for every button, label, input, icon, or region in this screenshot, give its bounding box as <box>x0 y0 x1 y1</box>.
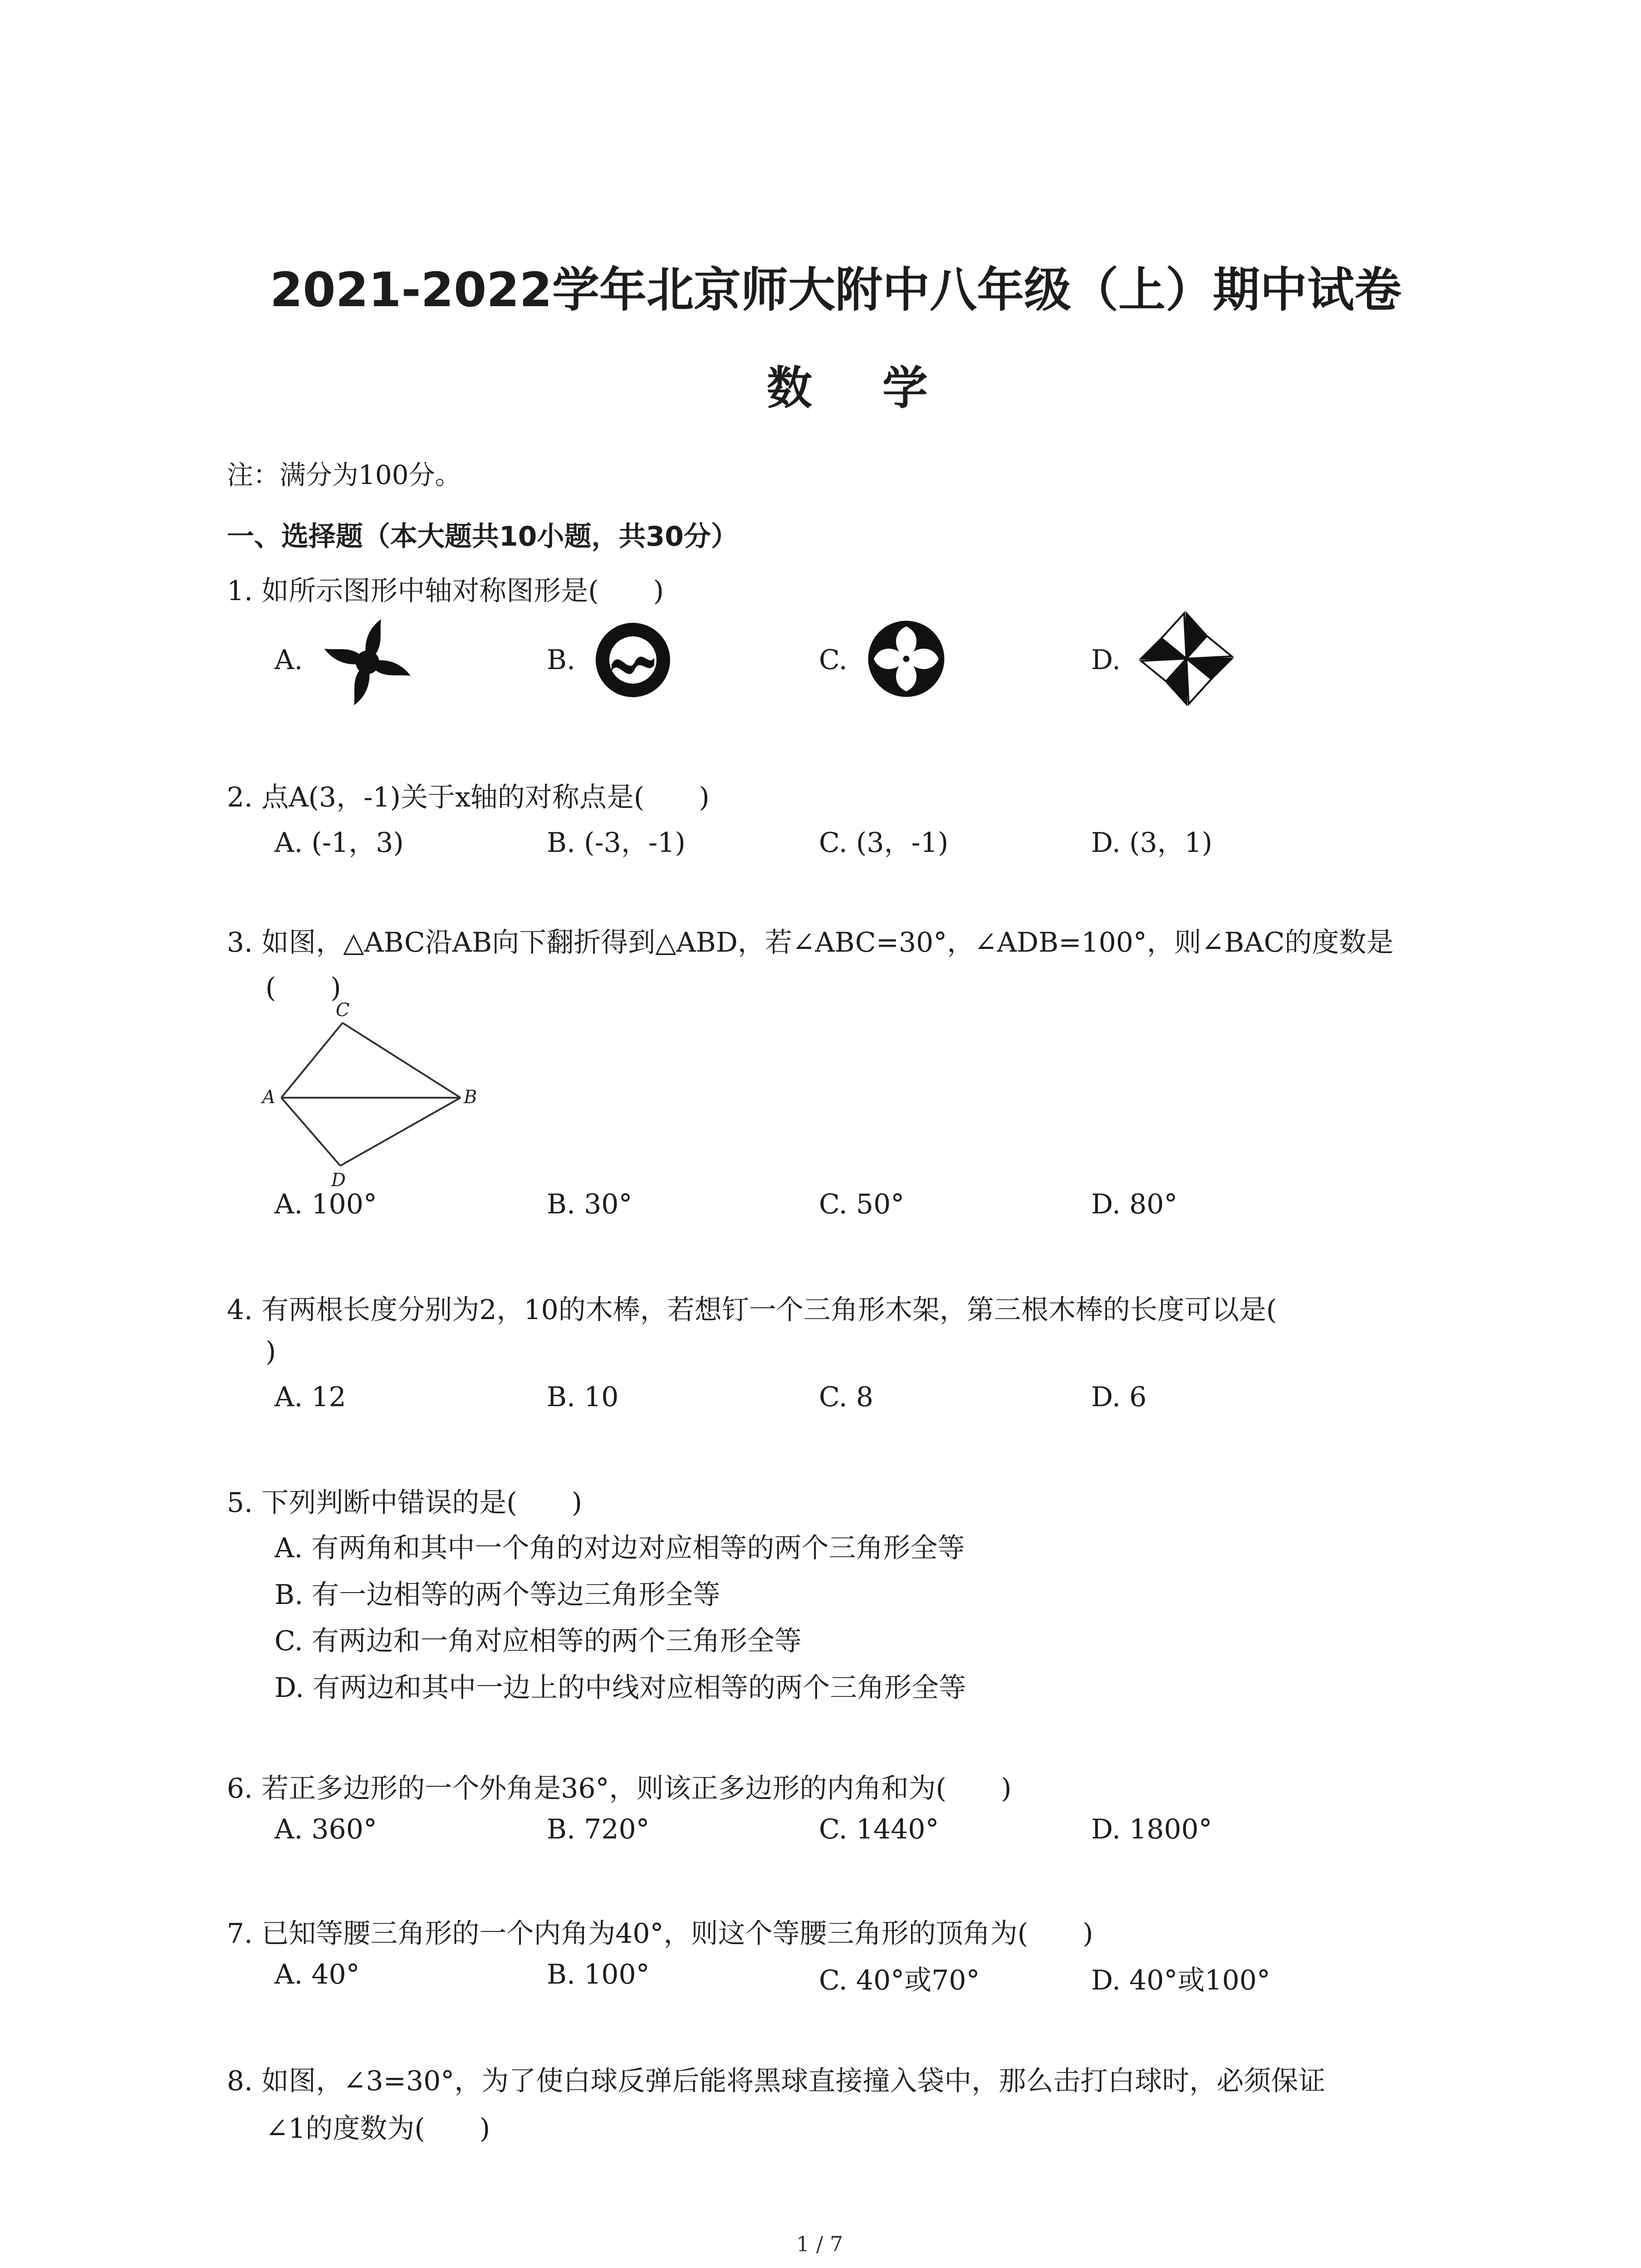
option-d: D. <box>1091 644 1121 676</box>
question-stem-continued: ) <box>265 1336 276 1368</box>
option-a: A. 12 <box>274 1381 346 1413</box>
option-a: A. <box>274 644 303 676</box>
vertex-label-b: B <box>464 1087 477 1108</box>
four-petal-circle-icon <box>867 619 946 699</box>
option-c: C. <box>819 644 847 676</box>
vertex-label-d: D <box>331 1170 346 1191</box>
option-d: D. 6 <box>1091 1381 1147 1413</box>
option-d: D. 40°或100° <box>1091 1965 1270 1996</box>
question-stem: 5. 下列判断中错误的是( ) <box>227 1487 583 1519</box>
option-b: B. 30° <box>547 1188 632 1220</box>
option-c: C. (3，-1) <box>819 827 949 859</box>
option-c: C. 40°或70° <box>819 1965 980 1996</box>
vertex-label-a: A <box>262 1087 275 1108</box>
option-b: B. 10 <box>547 1381 619 1413</box>
subject-title: 数 学 <box>767 362 955 415</box>
page-title: 2021-2022学年北京师大附中八年级（上）期中试卷 <box>270 262 1402 318</box>
question-stem-continued: ( ) <box>265 972 341 1004</box>
option-c: C. 1440° <box>819 1813 939 1845</box>
option-a: A. (-1，3) <box>274 827 404 859</box>
question-stem: 8. 如图，∠3=30°，为了使白球反弹后能将黑球直接撞入袋中，那么击打白球时，必须保证 <box>227 2065 1326 2097</box>
question-stem: 2. 点A(3，-1)关于x轴的对称点是( ) <box>227 782 710 813</box>
yin-yang-ring-icon <box>594 621 671 699</box>
vertex-label-c: C <box>336 1000 350 1021</box>
pinwheel-four-blade-icon <box>324 617 411 708</box>
option-a: A. 40° <box>274 1959 360 1990</box>
score-note: 注：满分为100分。 <box>227 459 461 490</box>
option-a: A. 有两角和其中一个角的对边对应相等的两个三角形全等 <box>274 1532 965 1564</box>
option-b: B. 720° <box>547 1813 650 1845</box>
question-stem: 4. 有两根长度分别为2，10的木棒，若想钉一个三角形木架，第三根木棒的长度可以是( <box>227 1294 1277 1326</box>
option-b: B. (-3，-1) <box>547 827 686 859</box>
kite-figure <box>259 1002 495 1193</box>
option-d: D. (3，1) <box>1091 827 1213 859</box>
option-b: B. 有一边相等的两个等边三角形全等 <box>274 1579 720 1611</box>
question-stem-continued: ∠1的度数为( ) <box>265 2113 490 2145</box>
option-c: C. 有两边和一角对应相等的两个三角形全等 <box>274 1625 802 1657</box>
option-b: B. 100° <box>547 1959 650 1990</box>
option-c: C. 50° <box>819 1188 905 1220</box>
option-d: D. 有两边和其中一边上的中线对应相等的两个三角形全等 <box>274 1672 966 1704</box>
option-c: C. 8 <box>819 1381 874 1413</box>
question-stem: 3. 如图，△ABC沿AB向下翻折得到△ABD，若∠ABC=30°，∠ADB=100°，则∠BAC的度数是 <box>227 927 1394 958</box>
option-d: D. 80° <box>1091 1188 1178 1220</box>
option-a: A. 100° <box>274 1188 377 1220</box>
section-heading: 一、选择题（本大题共10小题，共30分） <box>227 521 738 552</box>
triangle-pinwheel-icon <box>1139 608 1234 710</box>
option-b: B. <box>547 644 576 676</box>
page-number: 1 / 7 <box>796 2232 843 2256</box>
option-d: D. 1800° <box>1091 1813 1212 1845</box>
question-stem: 7. 已知等腰三角形的一个内角为40°，则这个等腰三角形的顶角为( ) <box>227 1918 1093 1950</box>
question-stem: 1. 如所示图形中轴对称图形是( ) <box>227 575 664 607</box>
question-stem: 6. 若正多边形的一个外角是36°，则该正多边形的内角和为( ) <box>227 1773 1012 1804</box>
option-a: A. 360° <box>274 1813 377 1845</box>
